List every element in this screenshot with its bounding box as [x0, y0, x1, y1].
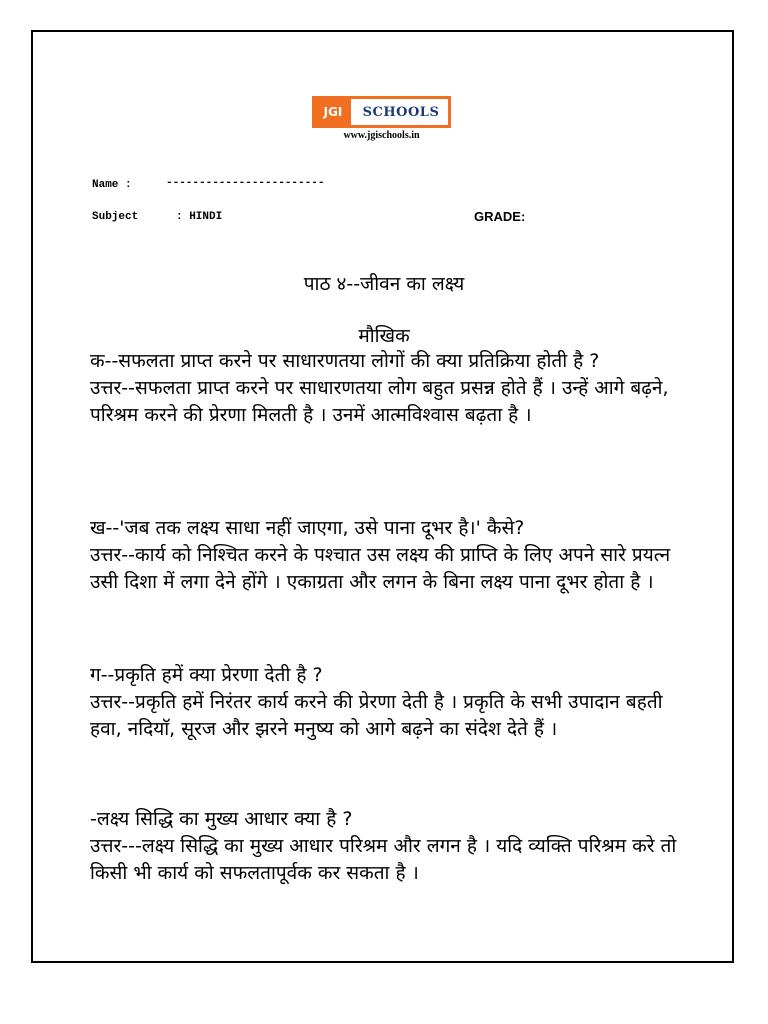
answer-1: उत्तर--सफलता प्राप्त करने पर साधारणतया लोग बहुत प्रसन्न होते हैं । उन्हें आगे बढ़ने, परिश्रम करने की प्रेरणा मिलती है । उनमें आत्मविश्वास बढ़ता है । — [90, 377, 669, 426]
qa-block-1 — [90, 348, 690, 429]
qa-block-4 — [90, 806, 690, 887]
qa-block-2 — [90, 515, 690, 596]
section-title: मौखिक — [358, 325, 410, 347]
subject-value: : HINDI — [176, 211, 223, 223]
qa-block-3 — [90, 662, 690, 743]
question-2: ख--'जब तक लक्ष्य साधा नहीं जाएगा, उसे पाना दूभर है।' कैसे? — [90, 517, 525, 539]
grade-label: GRADE: — [474, 209, 526, 224]
name-label: Name : — [92, 179, 132, 191]
answer-2: उत्तर--कार्य को निश्चित करने के पश्चात उस लक्ष्य की प्राप्ति के लिए अपने सारे प्रयत्न उसी दिशा में लगा देने होंगे । एकाग्रता और लगन के बिना लक्ष्य पाना दूभर होता है । — [90, 544, 671, 593]
logo-text: SCHOOLS — [362, 104, 440, 120]
subject-label: Subject — [92, 211, 139, 223]
answer-4: उत्तर---लक्ष्य सिद्धि का मुख्य आधार परिश्रम और लगन है । यदि व्यक्ति परिश्रम करे तो किसी भी कार्य को सफलतापूर्वक कर सकता है । — [90, 835, 677, 884]
answer-3: उत्तर--प्रकृति हमें निरंतर कार्य करने की प्रेरणा देती है । प्रकृति के सभी उपादान बहती हवा, नदियाॅ, सूरज और झरने मनुष्य को आगे बढ़ने का संदेश देते हैं । — [90, 691, 663, 740]
question-4: -लक्ष्य सिद्धि का मुख्य आधार क्या है ? — [90, 808, 353, 830]
lesson-title: पाठ ४--जीवन का लक्ष्य — [303, 273, 465, 295]
name-blank: ------------------------ — [166, 177, 325, 189]
jgi-schools-logo — [312, 96, 451, 128]
question-1: क--सफलता प्राप्त करने पर साधारणतया लोगों की क्या प्रतिक्रिया होती है ? — [90, 350, 600, 372]
website-url: www.jgischools.in — [343, 130, 420, 141]
question-3: ग--प्रकृति हमें क्या प्रेरणा देती है ? — [90, 664, 323, 686]
logo-badge: JGI — [315, 99, 354, 125]
